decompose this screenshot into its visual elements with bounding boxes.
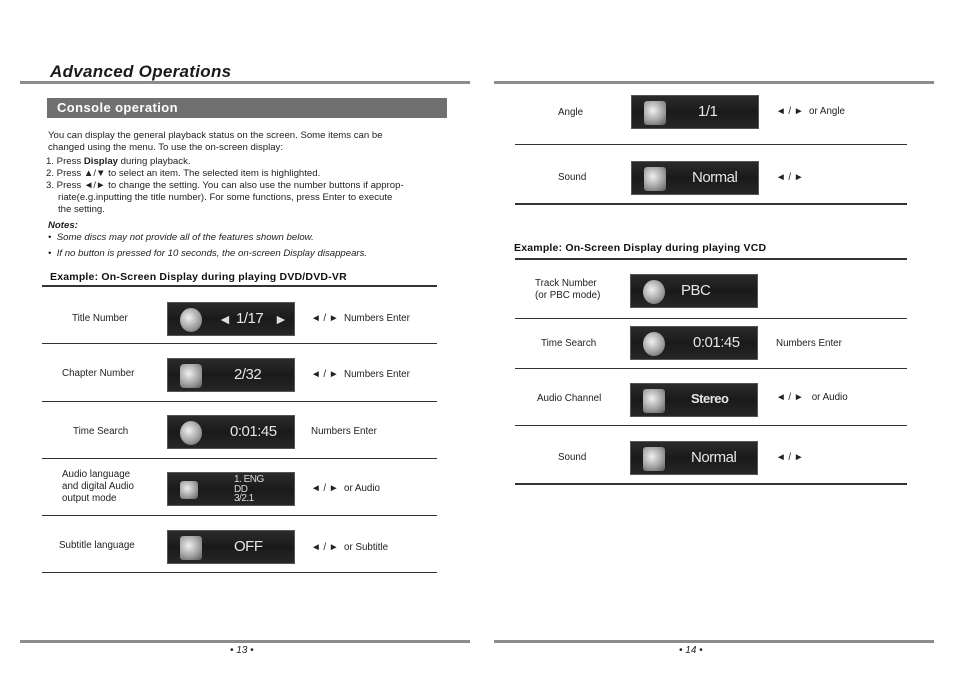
row-label-audio-channel: Audio Channel (537, 393, 602, 404)
row-divider (42, 572, 437, 573)
osd-line: DD (234, 483, 248, 495)
row-action-vcd-time-search: Numbers Enter (776, 338, 842, 349)
dvd-heading: Example: On-Screen Display during playing DVD/DVD-VR (50, 271, 347, 283)
clock-icon (643, 332, 665, 356)
osd-sound (631, 161, 759, 195)
speaker-icon (643, 447, 665, 471)
osd-time-search (167, 415, 295, 449)
row-action-time-search: Numbers Enter (311, 426, 377, 437)
steps-list (46, 156, 456, 216)
note-2: • If no button is pressed for 10 seconds, the on-screen Display disappears. (48, 248, 368, 259)
row-label-time-search: Time Search (73, 426, 129, 437)
osd-text: Stereo (691, 391, 729, 406)
row-divider (515, 318, 907, 319)
row-action-audio-channel: ◄ / ► or Audio (776, 392, 848, 403)
row-divider (42, 458, 437, 459)
step-1: 1. Press Display during playback. (46, 156, 191, 167)
label-line: and digital Audio (62, 481, 134, 492)
dvd-heading-rule (42, 285, 437, 287)
footer-rule-left (20, 640, 470, 643)
osd-vcd-sound (630, 441, 758, 475)
tv-icon (180, 536, 202, 560)
clock-icon (180, 421, 202, 445)
row-label-vcd-time-search: Time Search (541, 338, 597, 349)
osd-title-number (167, 302, 295, 336)
osd-text: 1/17 (236, 310, 264, 327)
row-action-sound: ◄ / ► (776, 172, 804, 183)
osd-subtitle-language (167, 530, 295, 564)
speaker-icon (180, 481, 198, 499)
row-label-angle: Angle (558, 107, 584, 118)
osd-text: Normal (692, 169, 738, 186)
row-label-vcd-sound: Sound (558, 452, 587, 463)
speaker-icon (643, 389, 665, 413)
intro-line-1: You can display the general playback status on the screen. Some items can be (48, 130, 383, 141)
vcd-heading: Example: On-Screen Display during playing VCD (514, 242, 767, 254)
osd-angle (631, 95, 759, 129)
footer-rule-right (494, 640, 934, 643)
row-divider (515, 368, 907, 369)
osd-text (234, 475, 264, 504)
row-action-vcd-sound: ◄ / ► (776, 452, 804, 463)
intro-line-2: changed using the menu. To use the on-screen display: (48, 142, 284, 153)
osd-vcd-time-search (630, 326, 758, 360)
label-line: (or PBC mode) (535, 290, 601, 301)
row-divider (515, 483, 907, 485)
row-divider (515, 144, 907, 145)
row-action-angle: ◄ / ► or Angle (776, 106, 845, 117)
row-label-title-number: Title Number (72, 313, 128, 324)
vcd-heading-rule (515, 258, 907, 260)
osd-chapter-number (167, 358, 295, 392)
header-rule-right (494, 81, 934, 84)
osd-track-number (630, 274, 758, 308)
row-label-sound: Sound (558, 172, 587, 183)
page-number-right: • 14 • (679, 645, 703, 656)
camera-icon (644, 101, 666, 125)
row-divider (515, 425, 907, 426)
row-action-audio-language: ◄ / ► or Audio (311, 483, 380, 494)
page-number-left: • 13 • (230, 645, 254, 656)
notes-label: Notes: (48, 220, 78, 231)
row-label-chapter-number: Chapter Number (62, 368, 135, 379)
row-action-title-number: ◄ / ► Numbers Enter (311, 313, 410, 324)
label-line: Audio language (62, 469, 131, 480)
page-title: Advanced Operations (50, 62, 232, 81)
speaker-icon (644, 167, 666, 191)
note-1: • Some discs may not provide all of the features shown below. (48, 232, 314, 243)
osd-audio-channel (630, 383, 758, 417)
step-3: 3. Press ◄/► to change the setting. You can also use the number buttons if approp- (46, 180, 404, 191)
osd-text: 1/1 (698, 103, 718, 120)
osd-text: OFF (234, 538, 263, 555)
row-action-subtitle-language: ◄ / ► or Subtitle (311, 542, 389, 553)
row-divider (42, 401, 437, 402)
section-title-bar: Console operation (47, 98, 447, 118)
intro-text (48, 130, 383, 154)
osd-text: 0:01:45 (230, 423, 277, 440)
label-line: output mode (62, 493, 117, 504)
disc-icon (643, 280, 665, 304)
step-2: 2. Press ▲/▼ to select an item. The selected item is highlighted. (46, 168, 321, 179)
osd-text: 0:01:45 (693, 334, 740, 351)
osd-audio-language (167, 472, 295, 506)
row-action-chapter-number: ◄ / ► Numbers Enter (311, 369, 410, 380)
osd-line: 1. ENG (234, 474, 264, 485)
row-label-audio-language (62, 469, 134, 505)
osd-line: 3/2.1 (234, 493, 254, 504)
row-label-track-number (535, 278, 600, 302)
disc-icon (180, 308, 202, 332)
row-divider (42, 515, 437, 516)
osd-text: 2/32 (234, 366, 262, 383)
right-arrow-icon: ► (274, 311, 288, 327)
osd-text: PBC (681, 282, 711, 299)
row-divider (515, 203, 907, 205)
step-3-line-2: riate(e.g.inputting the title number). For some functions, press Enter to execute (58, 192, 393, 203)
row-divider (42, 343, 437, 344)
label-line: Track Number (535, 278, 597, 289)
header-rule-left (20, 81, 470, 84)
film-icon (180, 364, 202, 388)
osd-text: Normal (691, 449, 737, 466)
row-label-subtitle-language: Subtitle language (59, 540, 135, 551)
left-arrow-icon: ◄ (218, 311, 232, 327)
step-3-line-3: the setting. (58, 204, 105, 215)
